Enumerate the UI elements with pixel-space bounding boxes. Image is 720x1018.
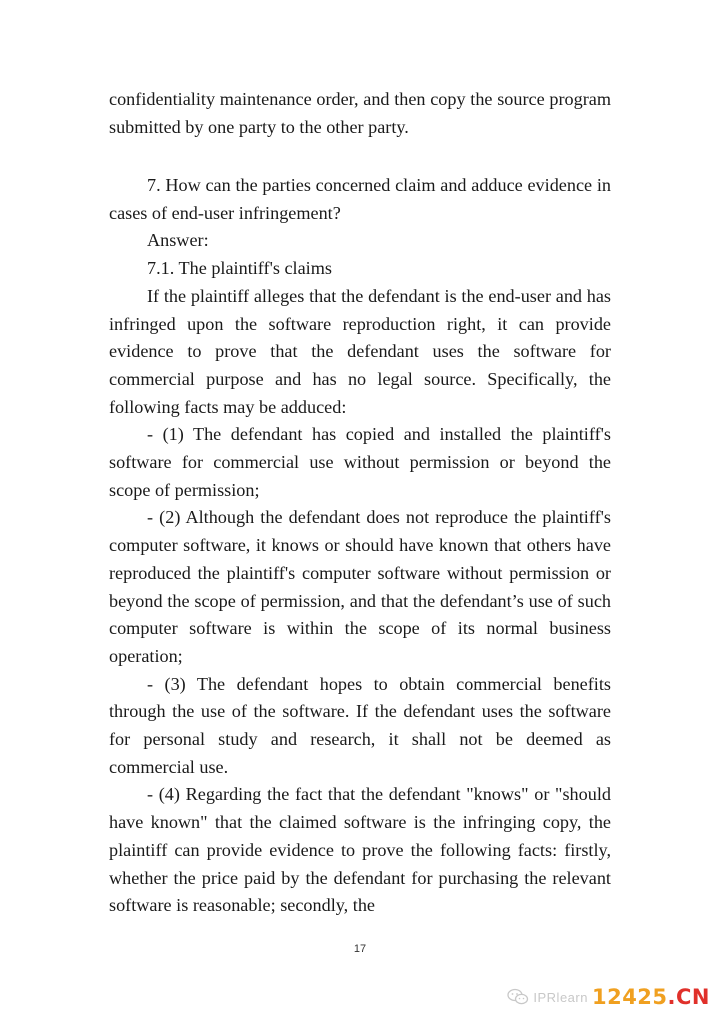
watermark [507,984,710,1010]
watermark-logo-suffix: .CN [667,985,710,1009]
watermark-faint-text: IPRlearn [533,989,588,1005]
section-heading: 7.1. The plaintiff's claims [147,258,332,279]
wechat-icon [507,988,529,1006]
watermark-logo [592,984,710,1010]
paragraph-claims-intro: If the plaintiff alleges that the defendant is the end-user and has infringed upon the software reproduction right, it can provide evidence to prove that the defendant uses the software for commercial purpose and has no legal source. Specifically, the following facts may be adduced: [109,285,611,417]
question-heading: 7. How can the parties concerned claim and adduce evidence in cases of end-user infringement? [109,175,611,223]
list-item-1: - (1) The defendant has copied and installed the plaintiff's software for commercial use without permission or beyond the scope of permission; [109,424,611,500]
page-number: 17 [353,943,367,955]
list-item-2: - (2) Although the defendant does not reproduce the plaintiff's computer software, it knows or should have known that others have reproduced the plaintiff's computer software without permission or beyond the scope of permission, and that the defendant’s use of such computer software is within the scope of its normal business operation; [109,507,611,666]
paragraph-continuation: confidentiality maintenance order, and then copy the source program submitted by one party to the other party. [109,89,611,137]
text-block-main [109,172,611,920]
list-item-3: - (3) The defendant hopes to obtain commercial benefits through the use of the software. If the defendant uses the software for personal study and research, it shall not be deemed as commercial use. [109,673,611,777]
list-item-4: - (4) Regarding the fact that the defendant "knows" or "should have known" that the claimed software is the infringing copy, the plaintiff can provide evidence to prove the following facts: firstly, whether the price paid by the defendant for purchasing the relevant software is reasonable; secondly, the [109,784,611,916]
answer-label: Answer: [147,230,209,251]
text-block-top [109,86,611,141]
watermark-logo-number: 12425 [591,985,668,1009]
